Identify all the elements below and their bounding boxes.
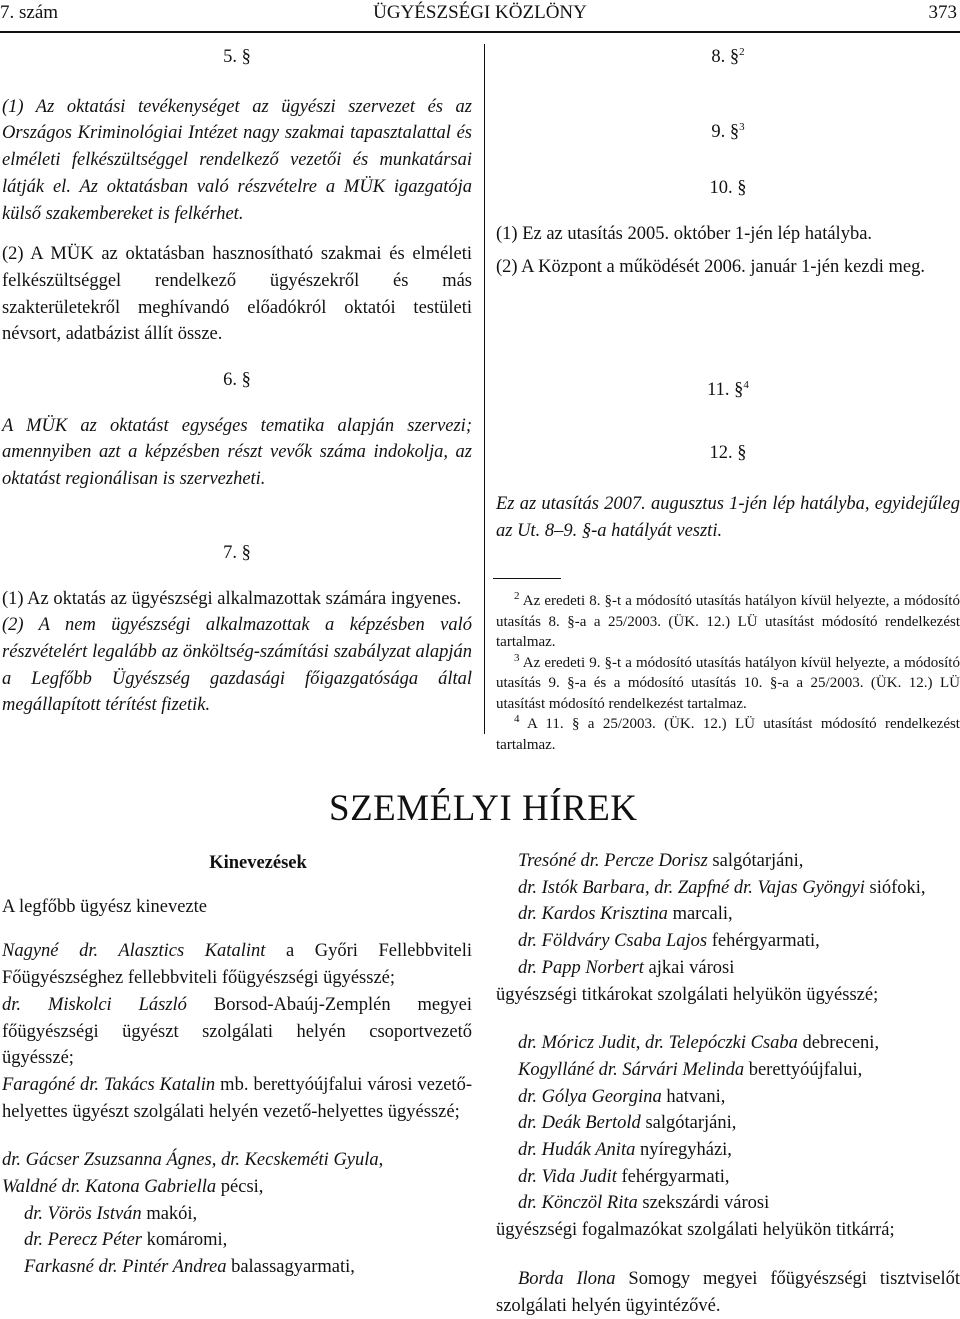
appointment-right-line-6: ügyészségi titkárokat szolgálati helyükön ügyésszé; xyxy=(496,984,879,1005)
section-7-paragraph-2: (2) A nem ügyészségi alkalmazottak a képzésben való részvételért legalább az önköltség-számítási szabályzat alapján a Legfőbb Ügyészség gazdasági főigazgatósága által megállapított térítést fizetik. xyxy=(2,615,472,716)
appointment-2: dr. Miskolci László Borsod-Abaúj-Zemplén megyei főügyészségi ügyészt szolgálati helyén csoportvezető ügyésszé; xyxy=(2,994,472,1069)
footnote-4: $^4$ A 11. § a 25/2003. (ÜK. 12.) LÜ utasítást módosító rendelkezést tartalmaz. xyxy=(496,713,960,753)
appointment-right-line-1: Tresóné dr. Percze Dorisz salgótarjáni, xyxy=(518,851,804,871)
appointment-group-line-5: Farkasné dr. Pintér Andrea balassagyarmati, xyxy=(24,1257,355,1278)
appointment-right-line-14: ügyészségi fogalmazókat szolgálati helyükön titkárrá; xyxy=(496,1220,895,1241)
page-number: 373 xyxy=(928,2,957,23)
section-7-paragraph-1: (1) Az oktatás az ügyészségi alkalmazottak számára ingyenes. xyxy=(2,588,462,609)
section-12-heading: 12. § xyxy=(709,442,747,463)
footnotes xyxy=(496,591,960,755)
section-12-paragraph: Ez az utasítás 2007. augusztus 1-jén lép hatályba, egyidejűleg az Ut. 8–9. §-a hatályát veszti. xyxy=(496,494,960,542)
appointment-right-line-15: Borda Ilona Somogy megyei főügyészségi tisztviselőt szolgálati helyén ügyintézővé. xyxy=(496,1268,960,1316)
appointments-heading: Kinevezések xyxy=(209,853,307,873)
footnote-rule xyxy=(493,578,561,579)
section-6-paragraph: A MÜK az oktatást egységes tematika alapján szervezi; amennyiben azt a képzésben részt vevők száma indokolja, az oktatást regionálisan is szervezheti. xyxy=(2,415,472,490)
section-9-heading: 9. §$^3$ xyxy=(711,120,745,142)
header-rule xyxy=(0,31,960,33)
appointment-group-line-2: Waldné dr. Katona Gabriella pécsi, xyxy=(2,1177,264,1198)
section-5-heading: 5. § xyxy=(223,47,251,67)
page-section-label: 7. szám xyxy=(0,2,59,23)
appointment-group-line-4: dr. Perecz Péter komáromi, xyxy=(24,1230,228,1251)
section-11-heading: 11. §$^4$ xyxy=(707,378,749,400)
appointment-3: Faragóné dr. Takács Katalin mb. berettyóújfalui városi vezető-helyettes ügyészt szolgálati helyén vezető-helyettes ügyésszé; xyxy=(2,1074,472,1122)
section-7-heading: 7. § xyxy=(223,542,251,563)
appointment-right-line-13: dr. Könczöl Rita szekszárdi városi xyxy=(518,1193,770,1214)
appointment-group-line-3: dr. Vörös István makói, xyxy=(24,1203,198,1224)
footnote-ref-2: 2 xyxy=(739,45,745,58)
appointment-group-line-1: dr. Gácser Zsuzsanna Ágnes, dr. Kecskeméti Gyula, xyxy=(2,1150,384,1171)
appointment-right-line-12: dr. Vida Judit fehérgyarmati, xyxy=(518,1166,730,1187)
footnote-ref-4: 4 xyxy=(743,378,749,391)
appointments-intro: A legfőbb ügyész kinevezte xyxy=(2,896,207,917)
section-8-heading: 8. §$^2$ xyxy=(711,45,745,67)
appointment-right-line-2: dr. Istók Barbara, dr. Zapfné dr. Vajas Gyöngyi siófoki, xyxy=(518,877,926,898)
right-column-lower xyxy=(496,377,960,545)
section-10-paragraph-1: (1) Ez az utasítás 2005. október 1-jén lép hatályba. xyxy=(496,224,873,245)
footnote-3: $^3$ Az eredeti 9. §-t a módosító utasítás hatályon kívül helyezte, a módosító utasítás 9. §-a és a módosító utasítás 10. §-a a 25/2003. (ÜK. 12.) LÜ utasítást módosító rendelkezést tartalmaz. xyxy=(496,651,960,712)
appointment-right-line-4: dr. Földváry Csaba Lajos fehérgyarmati, xyxy=(518,931,820,952)
journal-title: ÜGYÉSZSÉGI KÖZLÖNY xyxy=(373,2,587,23)
column-divider xyxy=(484,44,485,734)
footnote-2: $^2$ Az eredeti 8. §-t a módosító utasítás hatályon kívül helyezte, a módosító utasítás 8. §-a a 25/2003. (ÜK. 12.) LÜ utasítást módosító rendelkezést tartalmaz. xyxy=(496,590,960,650)
appointment-right-line-9: dr. Gólya Georgina hatvani, xyxy=(518,1086,726,1107)
appointment-1: Nagyné dr. Alasztics Katalint a Győri Fellebbviteli Főügyészséghez fellebbviteli főügyészségi ügyésszé; xyxy=(2,941,472,989)
footnote-ref-3: 3 xyxy=(739,120,745,133)
left-column-lower xyxy=(2,367,472,719)
section-5-paragraph-1: (1) Az oktatási tevékenységet az ügyészi szervezet és az Országos Kriminológiai Intézet nagy szakmai tapasztalattal és elméleti felkészültséggel rendelkező vezetői és munkatársai látják el. Az oktatásban való részvételre a MÜK igazgatója külső szakembereket is felkérhet. xyxy=(2,96,472,224)
appointments-right xyxy=(496,848,960,1319)
right-column xyxy=(496,44,960,281)
section-6-heading: 6. § xyxy=(223,370,251,390)
appointment-right-line-5: dr. Papp Norbert ajkai városi xyxy=(518,957,735,978)
appointment-right-line-11: dr. Hudák Anita nyíregyházi, xyxy=(518,1140,732,1161)
left-column xyxy=(2,44,472,348)
personal-news-title: SZEMÉLYI HÍREK xyxy=(329,788,638,829)
section-10-paragraph-2: (2) A Központ a működését 2006. január 1-jén kezdi meg. xyxy=(496,256,925,277)
section-5-paragraph-2: (2) A MÜK az oktatásban hasznosítható szakmai és elméleti felkészültséggel rendelkező ügyészekről és más szakterületekről meghívandó előadókról oktatói testületi névsort, adatbázist állít össze. xyxy=(2,244,472,345)
appointments-left xyxy=(2,850,472,1281)
section-10-heading: 10. § xyxy=(709,178,747,199)
appointment-right-line-3: dr. Kardos Krisztina marcali, xyxy=(518,904,733,925)
appointment-right-line-10: dr. Deák Bertold salgótarjáni, xyxy=(518,1113,737,1134)
appointment-right-line-8: Kogylláné dr. Sárvári Melinda berettyóújfalui, xyxy=(518,1059,863,1080)
appointment-right-line-7: dr. Móricz Judit, dr. Telepóczki Csaba debreceni, xyxy=(518,1033,880,1054)
